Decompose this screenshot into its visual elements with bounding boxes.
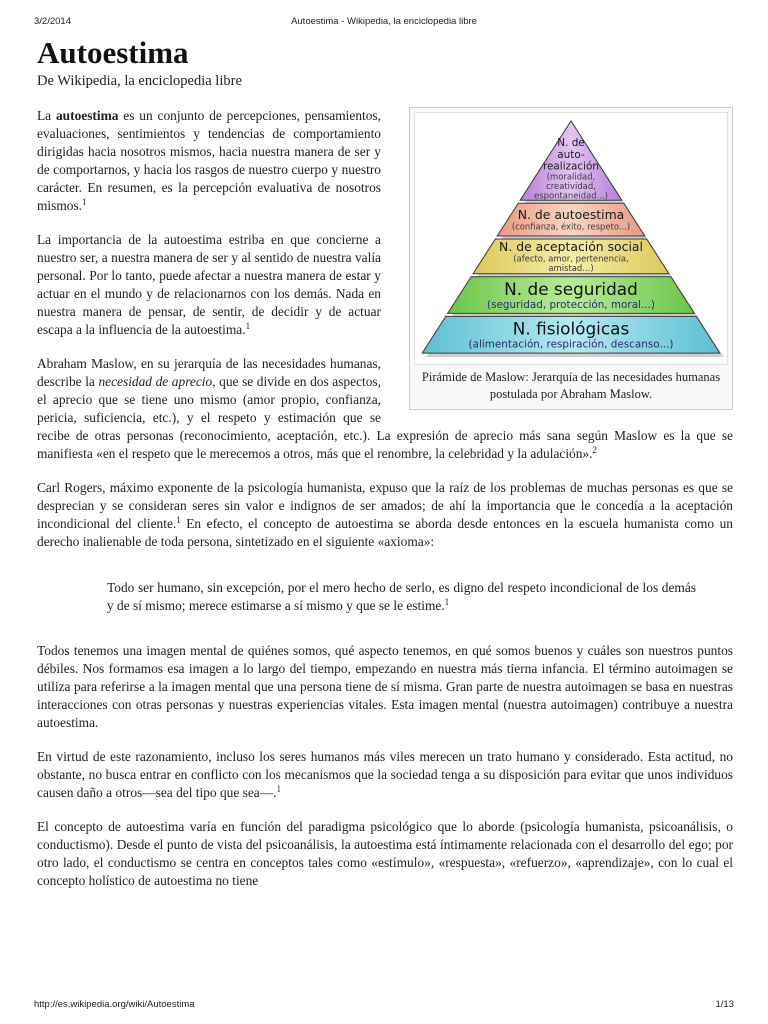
- ref-link[interactable]: 2: [592, 445, 597, 455]
- level-autorrealizacion-title: auto-: [557, 148, 585, 161]
- level-seguridad-title: N. de seguridad: [504, 278, 638, 299]
- paragraph-razonamiento: [37, 748, 733, 802]
- article-content: [37, 34, 733, 906]
- ref-link[interactable]: 1: [276, 784, 281, 794]
- intro-lead: La: [37, 108, 56, 123]
- rogers-rest: En efecto, el concepto de autoestima se aborda desde entonces en la escuela humanista como un derecho inalienable de toda persona, sintetizado en el siguiente «axioma»:: [37, 516, 733, 549]
- level-aceptacion-social-title: N. de aceptación social: [499, 239, 643, 255]
- level-autorrealizacion-subtitle: creatividad,: [546, 180, 596, 191]
- maslow-lead: Abraham Maslow, en su jerarquía de las necesidades humanas, describe la: [37, 356, 381, 389]
- paragraph-paradigma: [37, 818, 733, 890]
- print-date: 3/2/2014: [34, 16, 71, 27]
- autoimagen-text: Todos tenemos una imagen mental de quiénes somos, qué aspecto tenemos, en qué somos buenos y cuáles son nuestros puntos débiles. Nos formamos esa imagen a lo largo del tiempo, empezando en nuestra más tierna infancia. El término autoimagen se utiliza para referirse a la imagen mental que una persona tiene de sí misma. Gran parte de nuestra autoimagen se basa en nuestras interacciones con otras personas y nuestras experiencias vitales. Esta imagen mental (nuestra autoimagen) contribuye a nuestra autoestima.: [37, 643, 733, 730]
- paradigma-text: El concepto de autoestima varía en función del paradigma psicológico que lo aborde (psicología humanista, psicoanálisis, o conductismo). Desde el punto de vista del psicoanálisis, la autoestima está íntimamente relacionada con el desarrollo del ego; por otro lado, el conductismo se centra en conceptos tales como «estímulo», «respuesta», «refuerzo», «aprendizaje», con lo cual el concepto holístico de autoestima no tiene: [37, 819, 733, 888]
- rogers-lead: Carl Rogers, máximo exponente de la psicología humanista, expuso que la raíz de los problemas de muchas personas es que se desprecian y se consideran seres sin valor e indignos de ser amados; de ahí la importancia que le concedía a la aceptación incondicional del cliente.: [37, 480, 733, 531]
- print-footer: [34, 999, 734, 1013]
- print-url: http://es.wikipedia.org/wiki/Autoestima: [34, 999, 195, 1010]
- ref-link[interactable]: 1: [245, 321, 251, 331]
- print-header: [34, 16, 734, 30]
- article-title: Autoestima: [37, 35, 189, 70]
- term-autoestima: autoestima: [55, 108, 119, 123]
- article-tagline: De Wikipedia, la enciclopedia libre: [37, 73, 242, 89]
- level-autorrealizacion-subtitle: (moralidad,: [546, 171, 596, 182]
- level-autorrealizacion-title: N. de: [557, 137, 585, 150]
- level-seguridad-subtitle: (seguridad, protección, moral...): [487, 299, 655, 312]
- print-page-number: 1/13: [715, 999, 734, 1010]
- maslow-figure: [409, 107, 733, 410]
- ref-link[interactable]: 1: [444, 597, 450, 607]
- level-fisiologicas-subtitle: (alimentación, respiración, descanso...): [468, 338, 674, 351]
- print-page-title: Autoestima - Wikipedia, la enciclopedia libre: [291, 16, 477, 27]
- level-aceptacion-social-subtitle: (afecto, amor, pertenencia,: [513, 253, 629, 264]
- maslow-pyramid-image[interactable]: [414, 112, 728, 365]
- level-autoestima-title: N. de autoestima: [517, 207, 625, 223]
- figure-caption: Pirámide de Maslow: Jerarquía de las necesidades humanas postulada por Abraham Maslow.: [421, 370, 721, 401]
- quote-text: Todo ser humano, sin excepción, por el mero hecho de serlo, es digno del respeto incondicional de los demás y de sí mismo; merece estimarse a sí mismo y que se le estime.: [107, 580, 696, 613]
- term-necesidad-de-aprecio: necesidad de aprecio: [98, 374, 213, 389]
- ref-link[interactable]: 1: [82, 197, 87, 207]
- intro-rest: es un conjunto de percepciones, pensamientos, evaluaciones, sentimientos y tendencias de comportamiento dirigidas hacia nosotros mismos, hacia nuestra manera de ser y de comportarnos, y hacia los rasgos de nuestro cuerpo y nuestro carácter. En resumen, es la percepción evaluativa de nosotros mismos.: [37, 108, 381, 213]
- level-autoestima-subtitle: (confianza, éxito, respeto...): [511, 221, 631, 232]
- level-autorrealizacion-subtitle: espontaneidad...): [534, 190, 608, 201]
- level-fisiologicas-title: N. fisiológicas: [512, 318, 630, 339]
- axiom-quote: [107, 579, 696, 615]
- ref-link[interactable]: 1: [176, 515, 181, 525]
- level-autorrealizacion-title: realización: [542, 160, 600, 173]
- paragraph-autoimagen: [37, 642, 733, 732]
- maslow-rest: , que se divide en dos aspectos, el aprecio que se tiene uno mismo (amor propio, confianza, pericia, suficiencia, etc.), y el respeto y estimación que se recibe de otras personas (reconocimiento, aceptación, etc.). La expresión de aprecio más sana según Maslow es la que se manifiesta «en el respeto que le merecemos a otros, más que el renombre, la celebridad y la adulación».: [37, 374, 733, 461]
- razonamiento-text: En virtud de este razonamiento, incluso los seres humanos más viles merecen un trato humano y considerado. Esta actitud, no obstante, no busca entrar en conflicto con los mecanismos que la sociedad tenga a su disposición para evitar que unos individuos causen daño a otros—sea del tipo que sea—.: [37, 749, 733, 800]
- importancia-text: La importancia de la autoestima estriba en que concierne a nuestro ser, a nuestra manera de ser y al sentido de nuestra valía personal. Por lo tanto, puede afectar a nuestra manera de estar y actuar en el mundo y de relacionarnos con los demás. Nada en nuestra manera de pensar, de sentir, de decidir y de actuar escapa a la influencia de la autoestima.: [37, 232, 381, 337]
- paragraph-rogers: [37, 479, 733, 551]
- level-aceptacion-social-subtitle: amistad...): [548, 262, 594, 273]
